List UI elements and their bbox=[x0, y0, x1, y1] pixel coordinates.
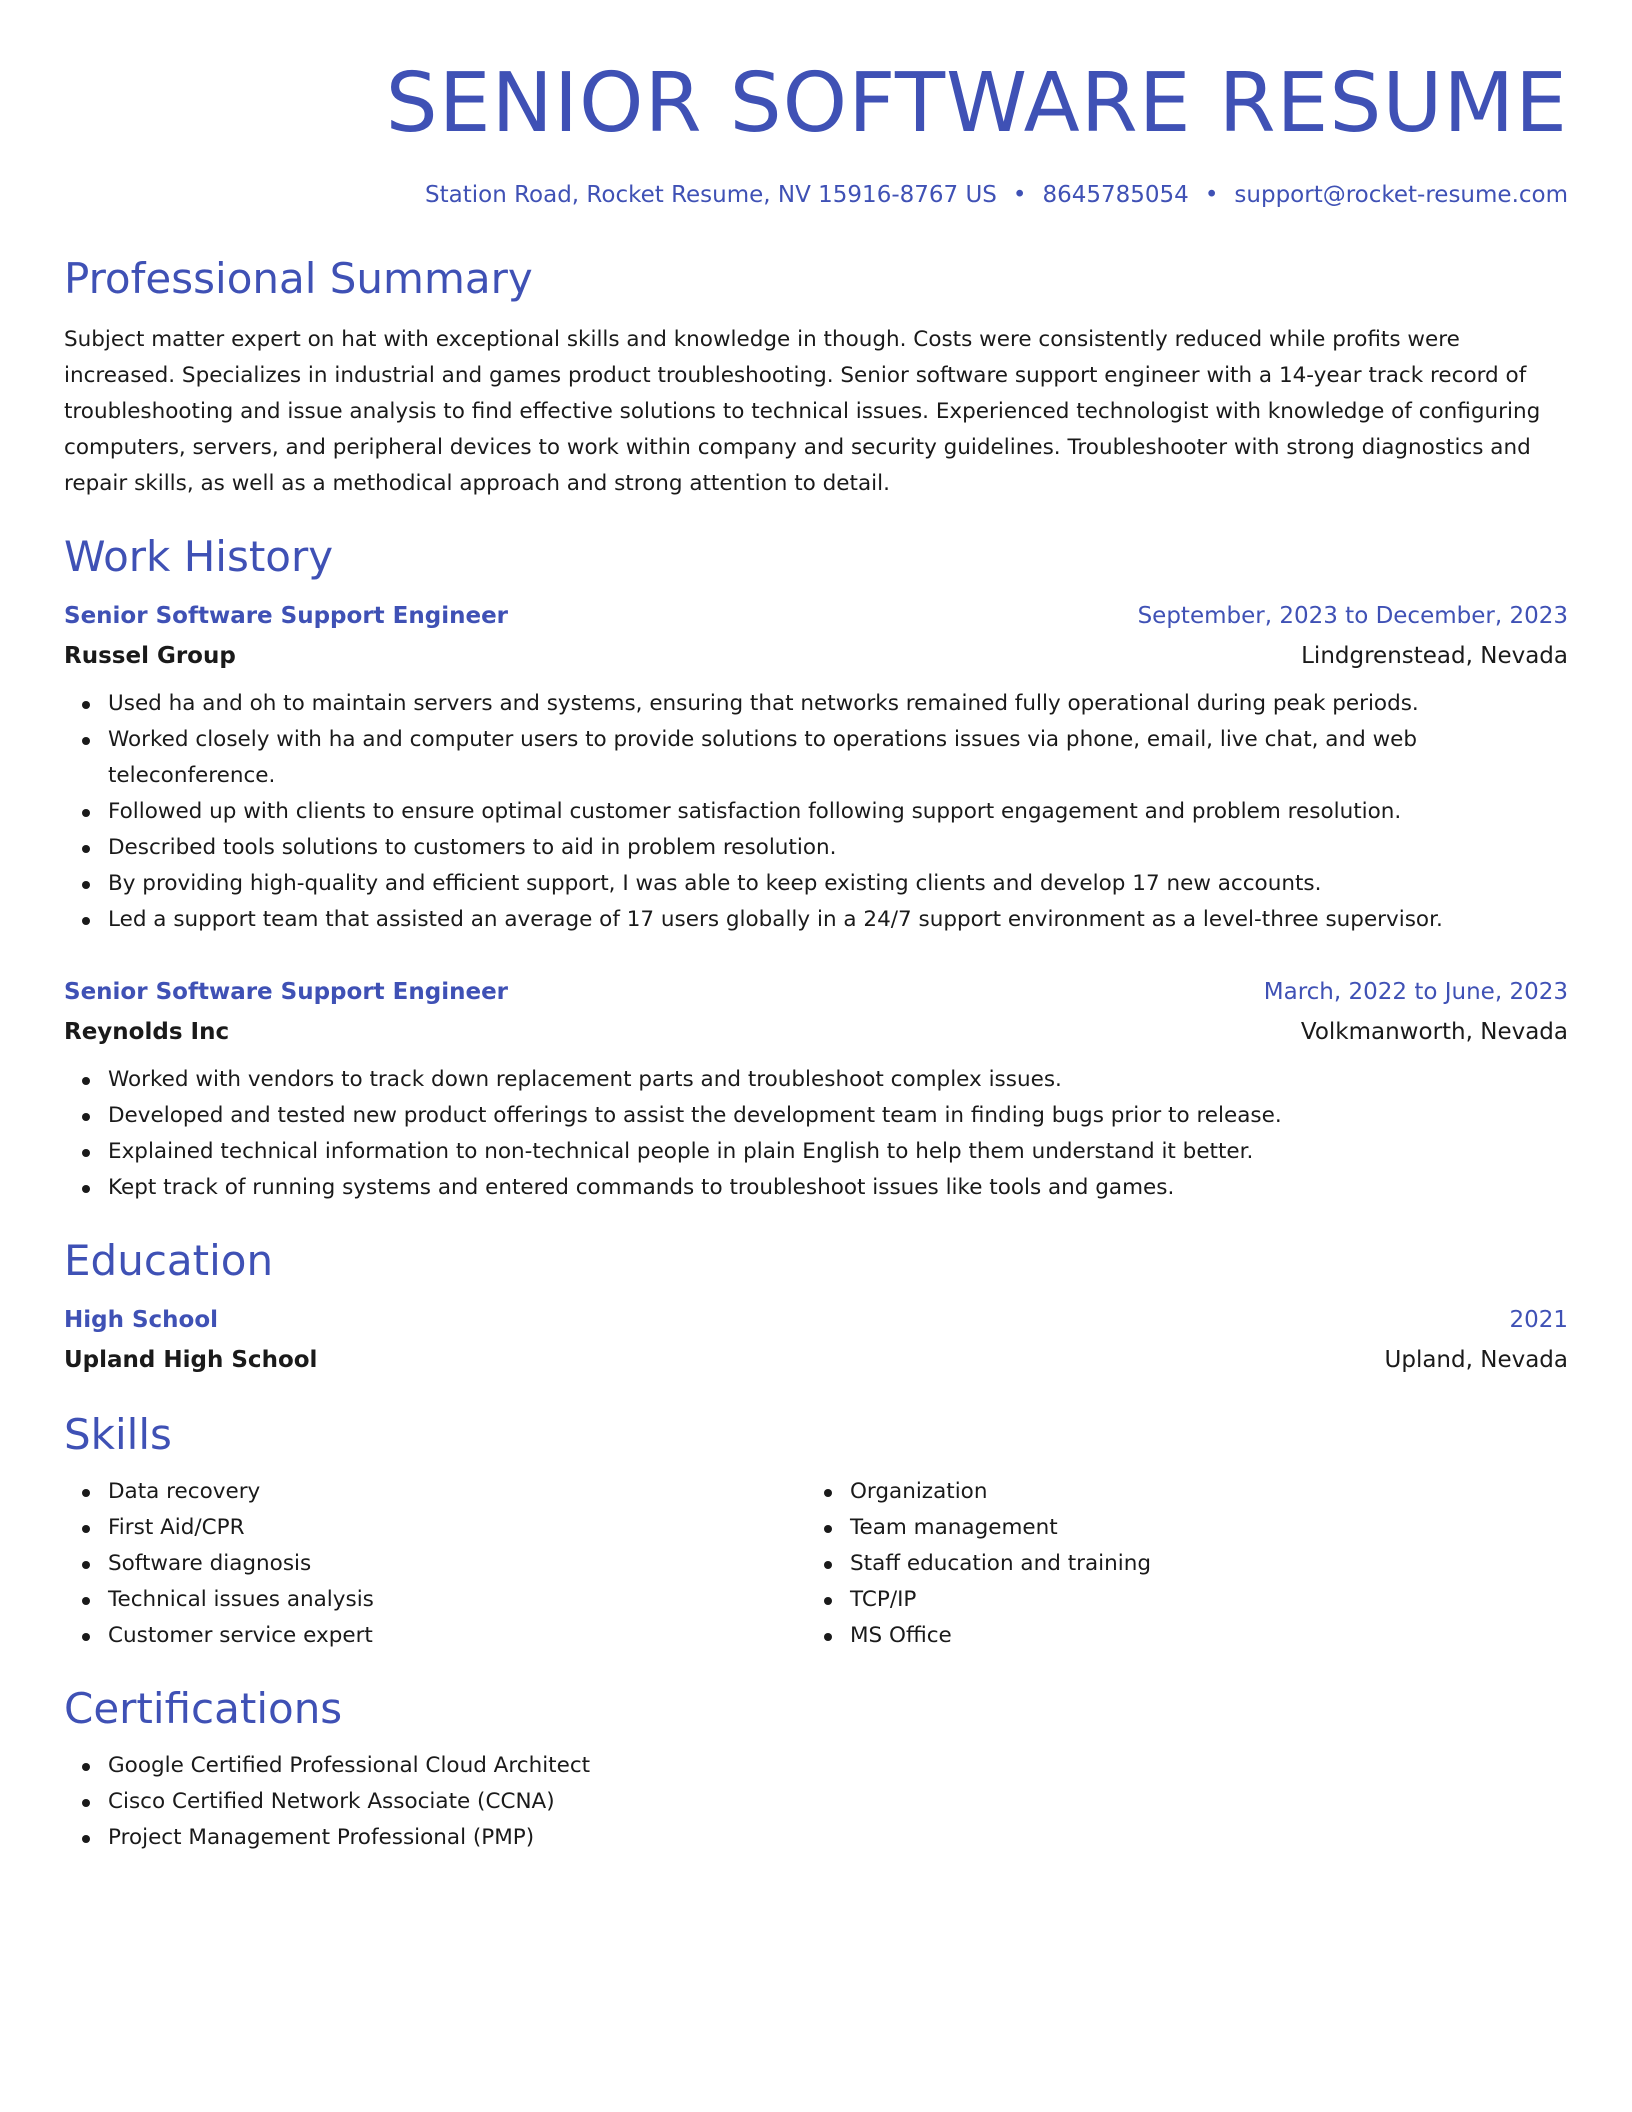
skill-item: TCP/IP bbox=[850, 1582, 1548, 1618]
certification-item: Google Certified Professional Cloud Architect bbox=[108, 1748, 1568, 1784]
job-employer-row bbox=[64, 1012, 1568, 1052]
job-bullets bbox=[64, 1062, 1568, 1206]
resume-page bbox=[64, 0, 1568, 1856]
job-entry bbox=[64, 596, 1568, 938]
skill-item: First Aid/CPR bbox=[108, 1510, 806, 1546]
job-bullet: Explained technical information to non-technical people in plain English to help them understand it better. bbox=[108, 1134, 1568, 1170]
job-entry bbox=[64, 972, 1568, 1206]
skill-item: Software diagnosis bbox=[108, 1546, 806, 1582]
job-bullets bbox=[64, 686, 1568, 938]
job-bullet: Worked with vendors to track down replacement parts and troubleshoot complex issues. bbox=[108, 1062, 1568, 1098]
job-bullet: Used ha and oh to maintain servers and systems, ensuring that networks remained fully operational during peak periods. bbox=[108, 686, 1568, 722]
job-dates: September, 2023 to December, 2023 bbox=[1137, 603, 1568, 629]
skill-item: Technical issues analysis bbox=[108, 1582, 806, 1618]
job-title-row bbox=[64, 596, 1568, 636]
summary-heading: Professional Summary bbox=[64, 254, 533, 303]
resume-title: SENIOR SOFTWARE RESUME bbox=[385, 56, 1568, 151]
job-title: Senior Software Support Engineer bbox=[64, 603, 509, 629]
skills-heading: Skills bbox=[64, 1410, 172, 1459]
certifications-list bbox=[64, 1748, 1568, 1856]
contact-separator: • bbox=[1204, 182, 1219, 208]
resume-header bbox=[64, 0, 1568, 212]
skill-item: Data recovery bbox=[108, 1474, 806, 1510]
certifications-heading: Certifications bbox=[64, 1684, 343, 1733]
skill-item: MS Office bbox=[850, 1618, 1548, 1654]
skill-item: Team management bbox=[850, 1510, 1548, 1546]
certification-item: Cisco Certified Network Associate (CCNA) bbox=[108, 1784, 1568, 1820]
education-year: 2021 bbox=[1509, 1307, 1568, 1333]
skill-item: Staff education and training bbox=[850, 1546, 1548, 1582]
contact-separator: • bbox=[1012, 182, 1027, 208]
job-bullet: Developed and tested new product offerings to assist the development team in finding bugs prior to release. bbox=[108, 1098, 1568, 1134]
education-degree-row bbox=[64, 1300, 1568, 1340]
job-dates: March, 2022 to June, 2023 bbox=[1263, 979, 1568, 1005]
contact-line bbox=[64, 178, 1568, 212]
job-bullet: Led a support team that assisted an average of 17 users globally in a 24/7 support environment as a level-three supervisor. bbox=[108, 902, 1568, 938]
education-school-row bbox=[64, 1340, 1568, 1380]
job-title-row bbox=[64, 972, 1568, 1012]
job-location: Lindgrenstead, Nevada bbox=[1301, 643, 1568, 669]
job-bullet: By providing high-quality and efficient support, I was able to keep existing clients and develop 17 new accounts. bbox=[108, 866, 1568, 902]
contact-address: Station Road, Rocket Resume, NV 15916-8767 US bbox=[425, 182, 997, 208]
job-bullet: Kept track of running systems and entered commands to troubleshoot issues like tools and games. bbox=[108, 1170, 1568, 1206]
certification-item: Project Management Professional (PMP) bbox=[108, 1820, 1568, 1856]
education-school: Upland High School bbox=[64, 1347, 318, 1373]
skill-item: Organization bbox=[850, 1474, 1548, 1510]
education-entry bbox=[64, 1300, 1568, 1380]
job-employer: Reynolds Inc bbox=[64, 1019, 230, 1045]
job-bullet: Worked closely with ha and computer users to provide solutions to operations issues via phone, email, live chat, and web teleconference. bbox=[108, 722, 1568, 794]
skill-item: Customer service expert bbox=[108, 1618, 806, 1654]
work-history-heading: Work History bbox=[64, 532, 334, 581]
summary-text: Subject matter expert on hat with exceptional skills and knowledge in though. Costs were consistently reduced while profits were increased. Specializes in industrial and games product troubleshooting. Senior software support engineer with a 14-year track record of troubleshooting and issue analysis to find effective solutions to technical issues. Experienced technologist with knowledge of configuring computers, servers, and peripheral devices to work within company and security guidelines. Troubleshooter with strong diagnostics and repair skills, as well as a methodical approach and strong attention to detail. bbox=[64, 327, 1541, 496]
job-location: Volkmanworth, Nevada bbox=[1300, 1019, 1568, 1045]
skills-column-right bbox=[806, 1474, 1548, 1654]
education-degree: High School bbox=[64, 1307, 219, 1333]
contact-email[interactable]: support@rocket-resume.com bbox=[1234, 182, 1568, 208]
job-employer-row bbox=[64, 636, 1568, 676]
job-bullet: Described tools solutions to customers to aid in problem resolution. bbox=[108, 830, 1568, 866]
skills-grid bbox=[64, 1464, 1568, 1654]
job-bullet: Followed up with clients to ensure optimal customer satisfaction following support engagement and problem resolution. bbox=[108, 794, 1568, 830]
education-heading: Education bbox=[64, 1236, 274, 1285]
job-title: Senior Software Support Engineer bbox=[64, 979, 509, 1005]
contact-phone: 8645785054 bbox=[1042, 182, 1189, 208]
job-employer: Russel Group bbox=[64, 643, 236, 669]
skills-column-left bbox=[64, 1474, 806, 1654]
education-location: Upland, Nevada bbox=[1384, 1347, 1568, 1373]
